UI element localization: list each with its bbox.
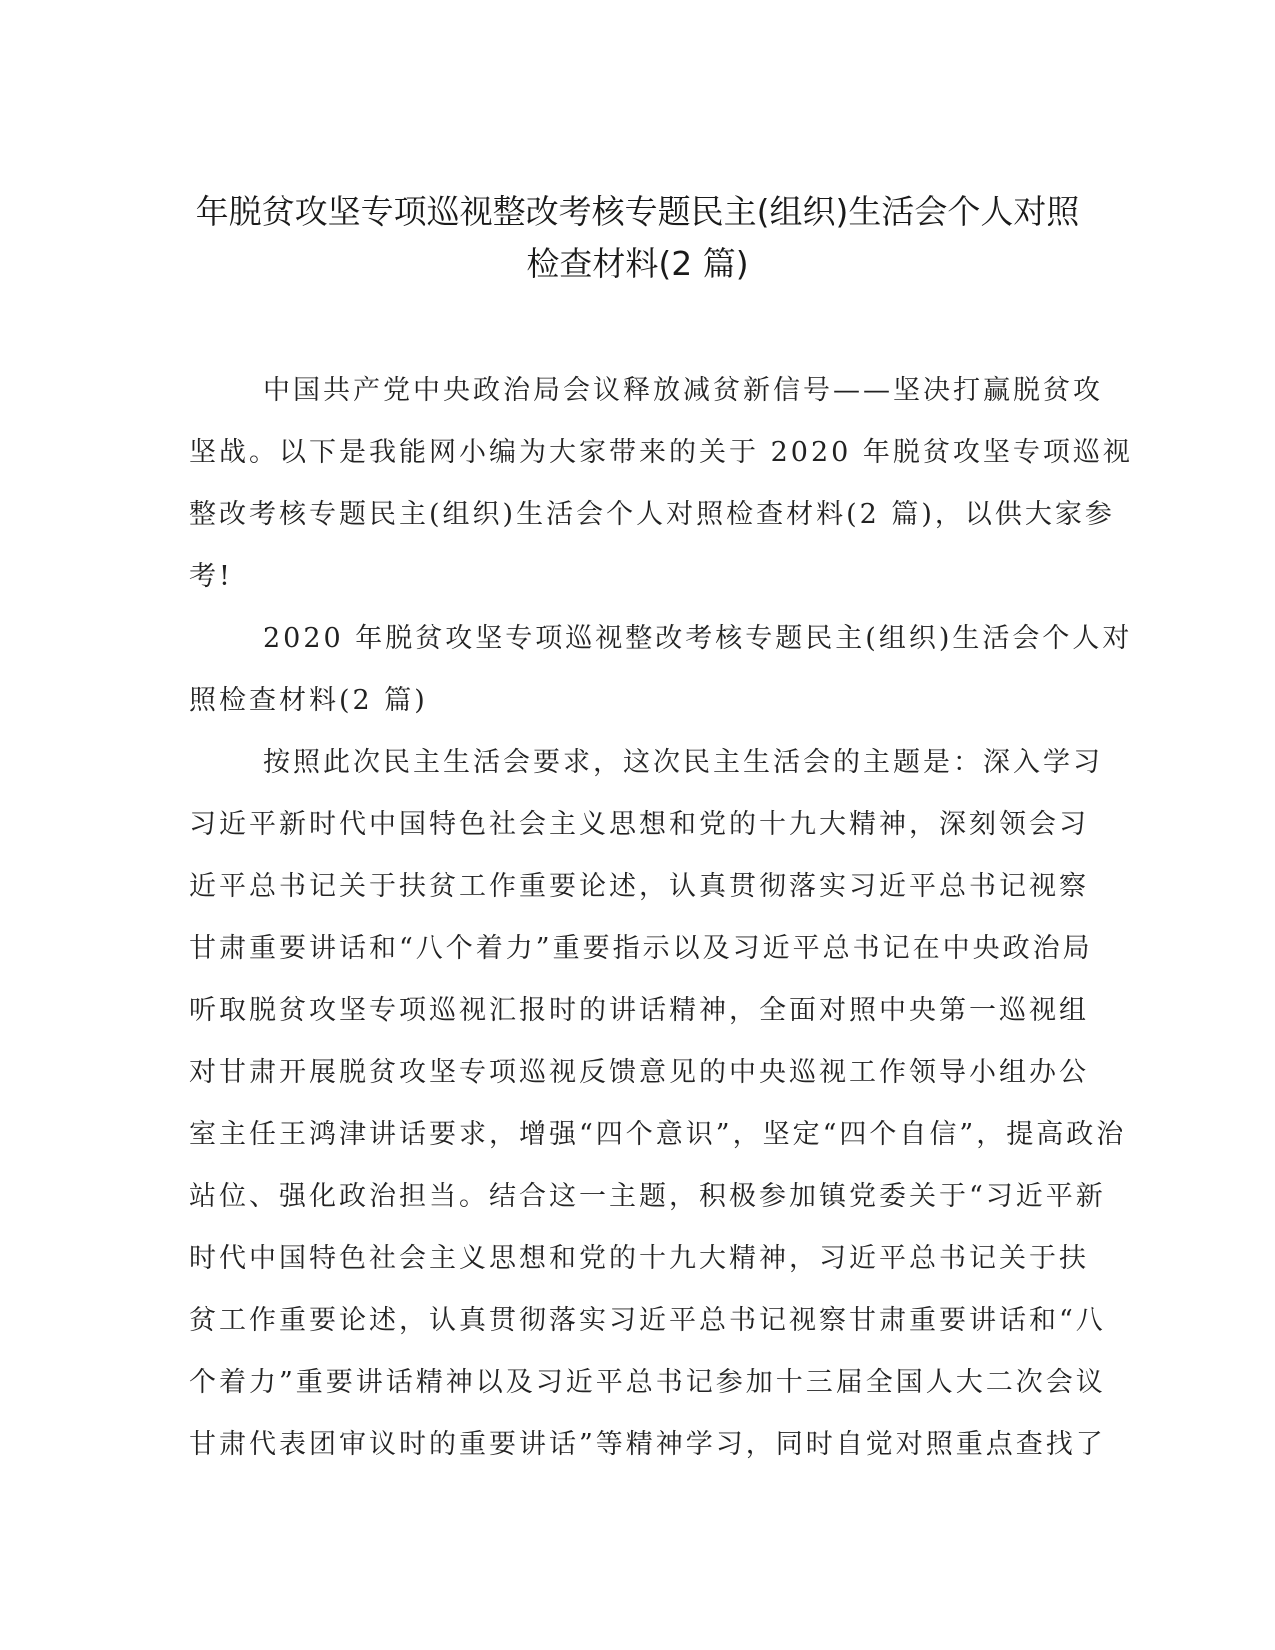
text-line: 2020 年脱贫攻坚专项巡视整改考核专题民主(组织)生活会个人对 <box>263 623 1133 654</box>
title-line: 年脱贫攻坚专项巡视整改考核专题民主(组织)生活会个人对照 <box>195 192 1080 231</box>
text-line: 按照此次民主生活会要求，这次民主生活会的主题是：深入学习 <box>263 747 1103 778</box>
paragraph-main <box>189 732 1127 1476</box>
text-line: 甘肃重要讲话和“八个着力”重要指示以及习近平总书记在中央政治局 <box>189 933 1093 964</box>
paragraph-subtitle <box>189 608 1133 732</box>
text-line: 近平总书记关于扶贫工作重要论述，认真贯彻落实习近平总书记视察 <box>189 871 1089 902</box>
paragraph-intro <box>189 360 1133 608</box>
document-body <box>189 360 1133 1476</box>
text-line: 照检查材料(2 篇) <box>189 685 428 716</box>
text-line: 甘肃代表团审议时的重要讲话”等精神学习，同时自觉对照重点查找了 <box>189 1429 1106 1460</box>
text-line: 习近平新时代中国特色社会主义思想和党的十九大精神，深刻领会习 <box>189 809 1089 840</box>
text-line: 中国共产党中央政治局会议释放减贫新信号——坚决打赢脱贫攻 <box>263 375 1103 406</box>
document-title <box>170 186 1105 290</box>
title-line: 检查材料(2 篇) <box>526 244 749 283</box>
text-line: 站位、强化政治担当。结合这一主题，积极参加镇党委关于“习近平新 <box>189 1181 1106 1212</box>
text-line: 整改考核专题民主(组织)生活会个人对照检查材料(2 篇)，以供大家参 <box>189 499 1115 530</box>
text-line: 贫工作重要论述，认真贯彻落实习近平总书记视察甘肃重要讲话和“八 <box>189 1305 1106 1336</box>
text-line: 个着力”重要讲话精神以及习近平总书记参加十三届全国人大二次会议 <box>189 1367 1106 1398</box>
text-line: 时代中国特色社会主义思想和党的十九大精神，习近平总书记关于扶 <box>189 1243 1089 1274</box>
text-line: 考! <box>189 561 233 592</box>
text-line: 室主任王鸿津讲话要求，增强“四个意识”，坚定“四个自信”，提高政治 <box>189 1119 1127 1150</box>
text-line: 听取脱贫攻坚专项巡视汇报时的讲话精神，全面对照中央第一巡视组 <box>189 995 1089 1026</box>
text-line: 对甘肃开展脱贫攻坚专项巡视反馈意见的中央巡视工作领导小组办公 <box>189 1057 1089 1088</box>
text-line: 坚战。以下是我能网小编为大家带来的关于 2020 年脱贫攻坚专项巡视 <box>189 437 1133 468</box>
